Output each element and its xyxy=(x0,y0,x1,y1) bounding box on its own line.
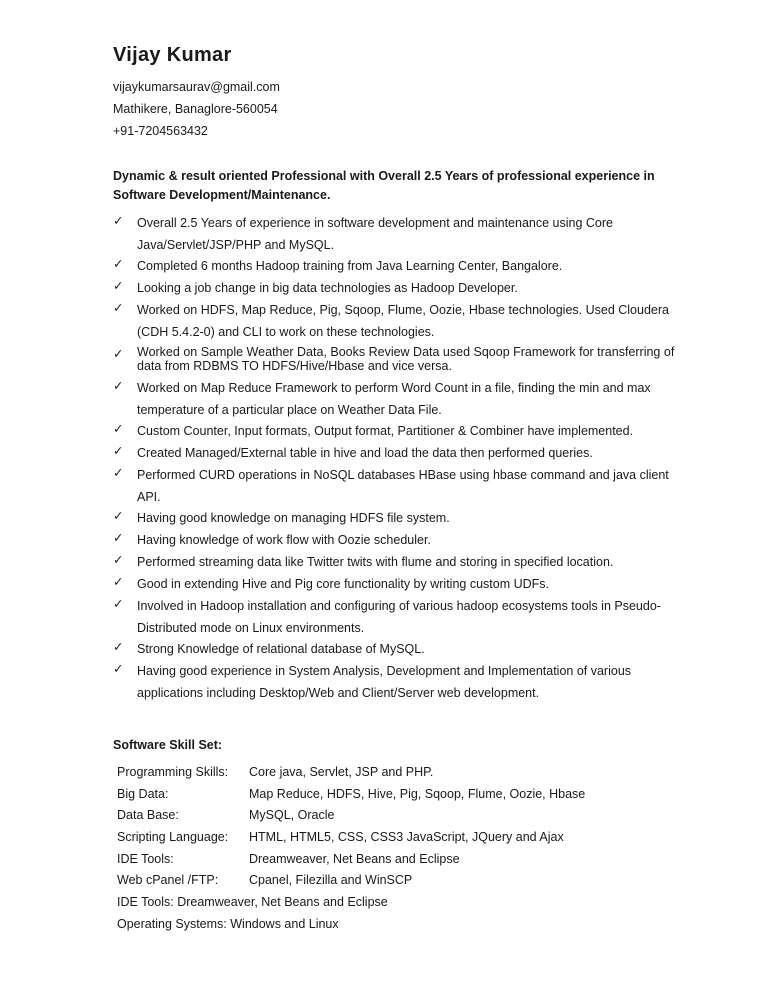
checkmark-icon: ✓ xyxy=(113,575,124,589)
checkmark-icon: ✓ xyxy=(113,444,124,458)
candidate-name: Vijay Kumar xyxy=(113,44,232,66)
skill-value: Cpanel, Filezilla and WinSCP xyxy=(249,873,413,888)
table-row xyxy=(113,914,643,936)
skill-value: Map Reduce, HDFS, Hive, Pig, Sqoop, Flume, Oozie, Hbase xyxy=(249,786,586,801)
skill-value: MySQL, Oracle xyxy=(249,808,335,823)
skill-label: IDE Tools: xyxy=(117,851,174,866)
table-row xyxy=(113,762,643,784)
email-text: vijaykumarsaurav@gmail.com xyxy=(113,80,280,94)
checkmark-icon: ✓ xyxy=(113,640,124,654)
resume-page: Vijay Kumar vijaykumarsaurav@gmail.com Mathikere, Banaglore-560054 +91-7204563432 Dynamic & result oriented Professional with Overall 2.5 Years of professional experience in Software Development/Maintenance. ✓ Overall 2.5 Years of experience in software development and maintenance using Core Java/Servlet/JSP/PHP and MySQL. ✓ Completed 6 months Hadoop training from Java Learning Center, Bangalore. ✓ Looking a job change in big data technologies as Hadoop Developer. ✓ Worked on HDFS, Map Reduce, Pig, Sqoop, Flume, Oozie, Hbase technologies. Used Cloudera (CDH 5.4.2-0) and CLI to work on these technologies. ✓ Worked on Sample Weather Data, Books Review Data used Sqoop Framework for transferring of data from RDBMS TO HDFS/Hive/Hbase and vice versa. ✓ Worked on Map Reduce Framework to perform Word Count in a file, finding the min and max temperature of a particular place on Weather Data File. ✓ Custom Counter, Input formats, Output format, Partitioner & Combiner have implemented. ✓ Created Managed/External table in hive and load the data then performed queries. ✓ Performed CURD operations in NoSQL databases HBase using hbase command and java client API. ✓ Having good knowledge on managing HDFS file system. ✓ Having knowledge of work flow with Oozie scheduler. ✓ Performed streaming data like Twitter twits with flume and storing in specified location. ✓ Good in extending Hive and Pig core functionality by writing custom UDFs. ✓ Involved in Hadoop installation and configuring of various hadoop ecosystems tools in Pseudo-Distributed mode on Linux environments. ✓ Strong Knowledge of relational database of MySQL. ✓ Having good experience in System Analysis, Development and Implementation of various applications including Desktop/Web and Client/Server web development. Software Skill Set: Programming Skills: Core java, Servlet, JSP and PHP. Big Data: Map Reduce, HDFS, Hive, Pig, Sqoop, Flume, Oozie, Hbase Data Base: MySQL, Oracle Scripting Language: HTML, HTML5, CSS, CSS3 JavaScript, JQuery and Ajax IDE Tools: Dreamweaver, Net Beans and Eclipse Web cPanel /FTP: Cpanel, Filezilla and WinSCP IDE Tools: Dreamweaver, Net Beans and Eclipse Operating Systems: Windows and Linux xyxy=(0,0,768,994)
checkmark-icon: ✓ xyxy=(113,379,124,393)
table-row xyxy=(113,827,643,849)
skill-label: Web cPanel /FTP: xyxy=(117,873,219,888)
table-row xyxy=(113,849,643,871)
skill-value: Core java, Servlet, JSP and PHP. xyxy=(249,765,434,779)
skill-set-heading: Software Skill Set: xyxy=(113,738,223,752)
table-row xyxy=(113,805,643,827)
skill-value: Dreamweaver, Net Beans and Eclipse xyxy=(249,851,460,866)
table-row xyxy=(113,870,643,892)
skill-label: Programming Skills: xyxy=(117,765,229,779)
checkmark-icon: ✓ xyxy=(113,257,124,271)
checkmark-icon: ✓ xyxy=(113,466,124,480)
checkmark-icon: ✓ xyxy=(113,422,124,436)
checkmark-icon: ✓ xyxy=(113,347,124,361)
checkmark-icon: ✓ xyxy=(113,301,124,315)
checkmark-icon: ✓ xyxy=(113,214,124,228)
skill-label: Data Base: xyxy=(117,808,179,823)
checkmark-icon: ✓ xyxy=(113,279,124,293)
table-row xyxy=(113,784,643,806)
skill-value: HTML, HTML5, CSS, CSS3 JavaScript, JQuery and Ajax xyxy=(249,830,564,845)
table-row xyxy=(113,892,643,914)
address-text: Mathikere, Banaglore-560054 xyxy=(113,102,278,116)
checkmark-icon: ✓ xyxy=(113,553,124,567)
checkmark-icon: ✓ xyxy=(113,531,124,545)
phone-text: +91-7204563432 xyxy=(113,124,208,138)
skill-set-table xyxy=(113,762,643,936)
skill-label: Big Data: xyxy=(117,786,169,801)
checkmark-icon: ✓ xyxy=(113,597,124,611)
skill-line: Operating Systems: Windows and Linux xyxy=(117,916,339,931)
skill-line: IDE Tools: Dreamweaver, Net Beans and Eclipse xyxy=(117,895,388,910)
checkmark-icon: ✓ xyxy=(113,662,124,676)
skill-label: Scripting Language: xyxy=(117,830,229,845)
profile-summary: Dynamic & result oriented Professional with Overall 2.5 Years of professional experience in Software Development/Maintenance. xyxy=(113,169,655,202)
checkmark-icon: ✓ xyxy=(113,509,124,523)
